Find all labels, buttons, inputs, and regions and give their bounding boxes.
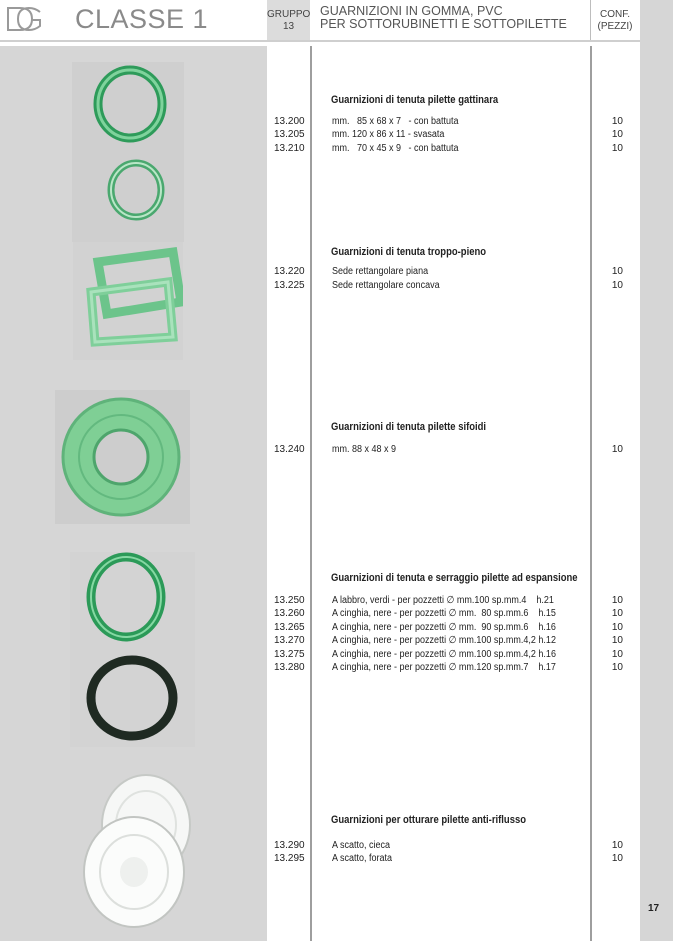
- table-row: [0, 279, 640, 292]
- section-title: Guarnizioni di tenuta pilette gattinara: [331, 94, 499, 106]
- product-code: 13.265: [274, 622, 305, 633]
- section-title: Guarnizioni per otturare pilette anti-riflusso: [331, 814, 527, 826]
- photo-overflow-gaskets: [73, 242, 183, 360]
- photo-sifoid-gasket: [55, 390, 190, 524]
- product-code: 13.275: [274, 649, 305, 660]
- conf-unit: (PEZZI): [597, 21, 633, 32]
- table-row: [0, 852, 640, 865]
- product-description: A cinghia, nere - per pozzetti ∅ mm.100 sp.mm.4,2 h.16: [332, 649, 556, 660]
- product-code: 13.270: [274, 635, 305, 646]
- section-heading: [320, 5, 567, 31]
- table-row: [0, 115, 640, 128]
- pack-quantity: 10: [611, 608, 623, 619]
- page-header: [0, 0, 673, 42]
- product-description: mm. 85 x 68 x 7 - con battuta: [332, 116, 459, 127]
- pack-quantity: 10: [611, 280, 623, 291]
- table-row: [0, 621, 640, 634]
- table-row: [0, 142, 640, 155]
- product-code: 13.205: [274, 129, 305, 140]
- product-code: 13.295: [274, 853, 305, 864]
- product-code: 13.220: [274, 266, 305, 277]
- product-description: Sede rettangolare concava: [332, 280, 440, 291]
- brand-logo-icon: [4, 4, 44, 34]
- description-column: [312, 46, 590, 941]
- conf-label: CONF.: [600, 9, 630, 20]
- pack-quantity: 10: [611, 116, 623, 127]
- table-row: [0, 607, 640, 620]
- product-code: 13.225: [274, 280, 305, 291]
- group-box: [267, 0, 310, 42]
- packaging-header: [590, 0, 640, 42]
- product-description: mm. 120 x 86 x 11 - svasata: [332, 129, 445, 140]
- table-row: [0, 839, 640, 852]
- group-label: GRUPPO: [267, 9, 311, 20]
- section-title: Guarnizioni di tenuta e serraggio pilette ad espansione: [331, 572, 578, 584]
- pack-quantity: 10: [611, 662, 623, 673]
- section-title: Guarnizioni di tenuta troppo-pieno: [331, 246, 487, 258]
- pack-quantity: 10: [611, 595, 623, 606]
- section-title: Guarnizioni di tenuta pilette sifoidi: [331, 421, 487, 433]
- table-row: [0, 443, 640, 456]
- table-row: [0, 648, 640, 661]
- header-rule: [0, 40, 640, 42]
- product-code: 13.280: [274, 662, 305, 673]
- product-code: 13.240: [274, 444, 305, 455]
- product-description: A scatto, forata: [332, 853, 393, 864]
- code-column: [267, 46, 310, 941]
- product-description: A cinghia, nere - per pozzetti ∅ mm. 80 sp.mm.6 h.15: [332, 608, 556, 619]
- table-row: [0, 661, 640, 674]
- pack-quantity: 10: [611, 840, 623, 851]
- product-description: mm. 88 x 48 x 9: [332, 444, 397, 455]
- group-number: 13: [282, 21, 295, 32]
- pack-quantity: 10: [611, 444, 623, 455]
- pack-quantity: 10: [611, 649, 623, 660]
- product-description: A cinghia, nere - per pozzetti ∅ mm.120 sp.mm.7 h.17: [332, 662, 556, 673]
- product-description: mm. 70 x 45 x 9 - con battuta: [332, 143, 459, 154]
- product-description: A cinghia, nere - per pozzetti ∅ mm.100 sp.mm.4,2 h.12: [332, 635, 556, 646]
- column-divider: [590, 46, 592, 941]
- right-gutter: [640, 0, 673, 941]
- page-number: 17: [648, 903, 660, 914]
- product-code: 13.250: [274, 595, 305, 606]
- product-code: 13.290: [274, 840, 305, 851]
- pack-quantity: 10: [611, 622, 623, 633]
- pack-quantity: 10: [611, 266, 623, 277]
- product-description: A cinghia, nere - per pozzetti ∅ mm. 90 sp.mm.6 h.16: [332, 622, 556, 633]
- class-title: CLASSE 1: [75, 4, 209, 34]
- heading-line-2: PER SOTTORUBINETTI E SOTTOPILETTE: [320, 17, 567, 31]
- product-description: Sede rettangolare piana: [332, 266, 429, 277]
- table-row: [0, 634, 640, 647]
- table-row: [0, 594, 640, 607]
- product-description: A labbro, verdi - per pozzetti ∅ mm.100 sp.mm.4 h.21: [332, 595, 554, 606]
- pack-quantity: 10: [611, 129, 623, 140]
- pack-quantity: 10: [611, 143, 623, 154]
- header-divider: [590, 0, 591, 42]
- pack-quantity: 10: [611, 853, 623, 864]
- heading-line-1: GUARNIZIONI IN GOMMA, PVC: [320, 4, 503, 18]
- product-description: A scatto, cieca: [332, 840, 391, 851]
- product-code: 13.210: [274, 143, 305, 154]
- pack-quantity: 10: [611, 635, 623, 646]
- product-code: 13.260: [274, 608, 305, 619]
- table-row: [0, 265, 640, 278]
- product-code: 13.200: [274, 116, 305, 127]
- table-row: [0, 128, 640, 141]
